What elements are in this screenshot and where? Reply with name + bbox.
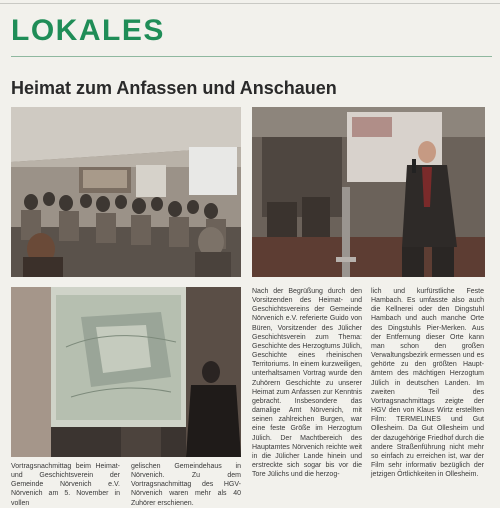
article-column-1: Vortragsnachmittag beim Heimat- und Geschichtsverein der Gemeinde Nörvenich e.V. Nörvenich am 5. November in vollen (11, 463, 120, 507)
audience-photo (11, 107, 241, 277)
article-headline: Heimat zum Anfassen und Anschauen (11, 78, 337, 98)
article-column-2: gelischen Gemeindehaus in Nörvenich. Zu dem Vortragsnachmittag des HGV-Nörvenich waren mehr als 40 Zuhörer erschienen. (131, 463, 241, 507)
speaker-photo (252, 107, 485, 277)
top-rule (0, 3, 500, 4)
projection-photo (11, 287, 241, 457)
article-column-3: Nach der Begrüßung durch den Vorsitzenden des Heimat- und Geschichtsvereins der Gemeinde Nörvenich e.V. referierte Guido von Büren, Vorsitzender des Jülicher Geschichtsverein zum Thema: Geschichte des Herzogtums Jülich, Geschichte eines rheinischen Territoriums. In einem kurzweiligen, unterhaltsamen Vortrag wurde den Zuhörern Geschichte zu unserer Heimat zum Anfassen zur Kenntnis gebracht. Insbesondere das damalige Amt Nörvenich, mit seinen zahlreichen Burgen, war eine feste Größe im Herzogtum Jülich. Der Machtbereich des Hauptamtes Nörvenich reichte weit in die Jülicher Lande hinein und erstreckte sich sogar bis vor die Tore Jülichs und die herzog- (252, 288, 362, 479)
section-title: LOKALES (11, 14, 165, 47)
article-column-4: lich und kurfürstliche Feste Hambach. Es umfasste also auch die Kellnerei oder den Dingstuhl Hambach und auch manche Orte des Dingstuhls Pier-Merken. Aus der Entfernung dieser Orte kann man schon den großen Verwaltungsbezirk ermessen und es gehörte zu den größten Hauptämtern des mächtigen Herzogtum Jülich in deutschen Landen. Im zweiten Teil des Vortragsnachmittags zeigte der HGV den von Klaus Wirtz erstellten Film: TERMELINES und Gut Ollesheim. Da Gut Ollesheim und der dazugehörige Friedhof durch die andere Straßenführung nicht mehr so einfach zu erreichen ist, war der Film sehr informativ bezüglich der jetzigen Örtlichkeiten in Ollesheim. (371, 288, 484, 479)
section-rule (11, 56, 492, 57)
